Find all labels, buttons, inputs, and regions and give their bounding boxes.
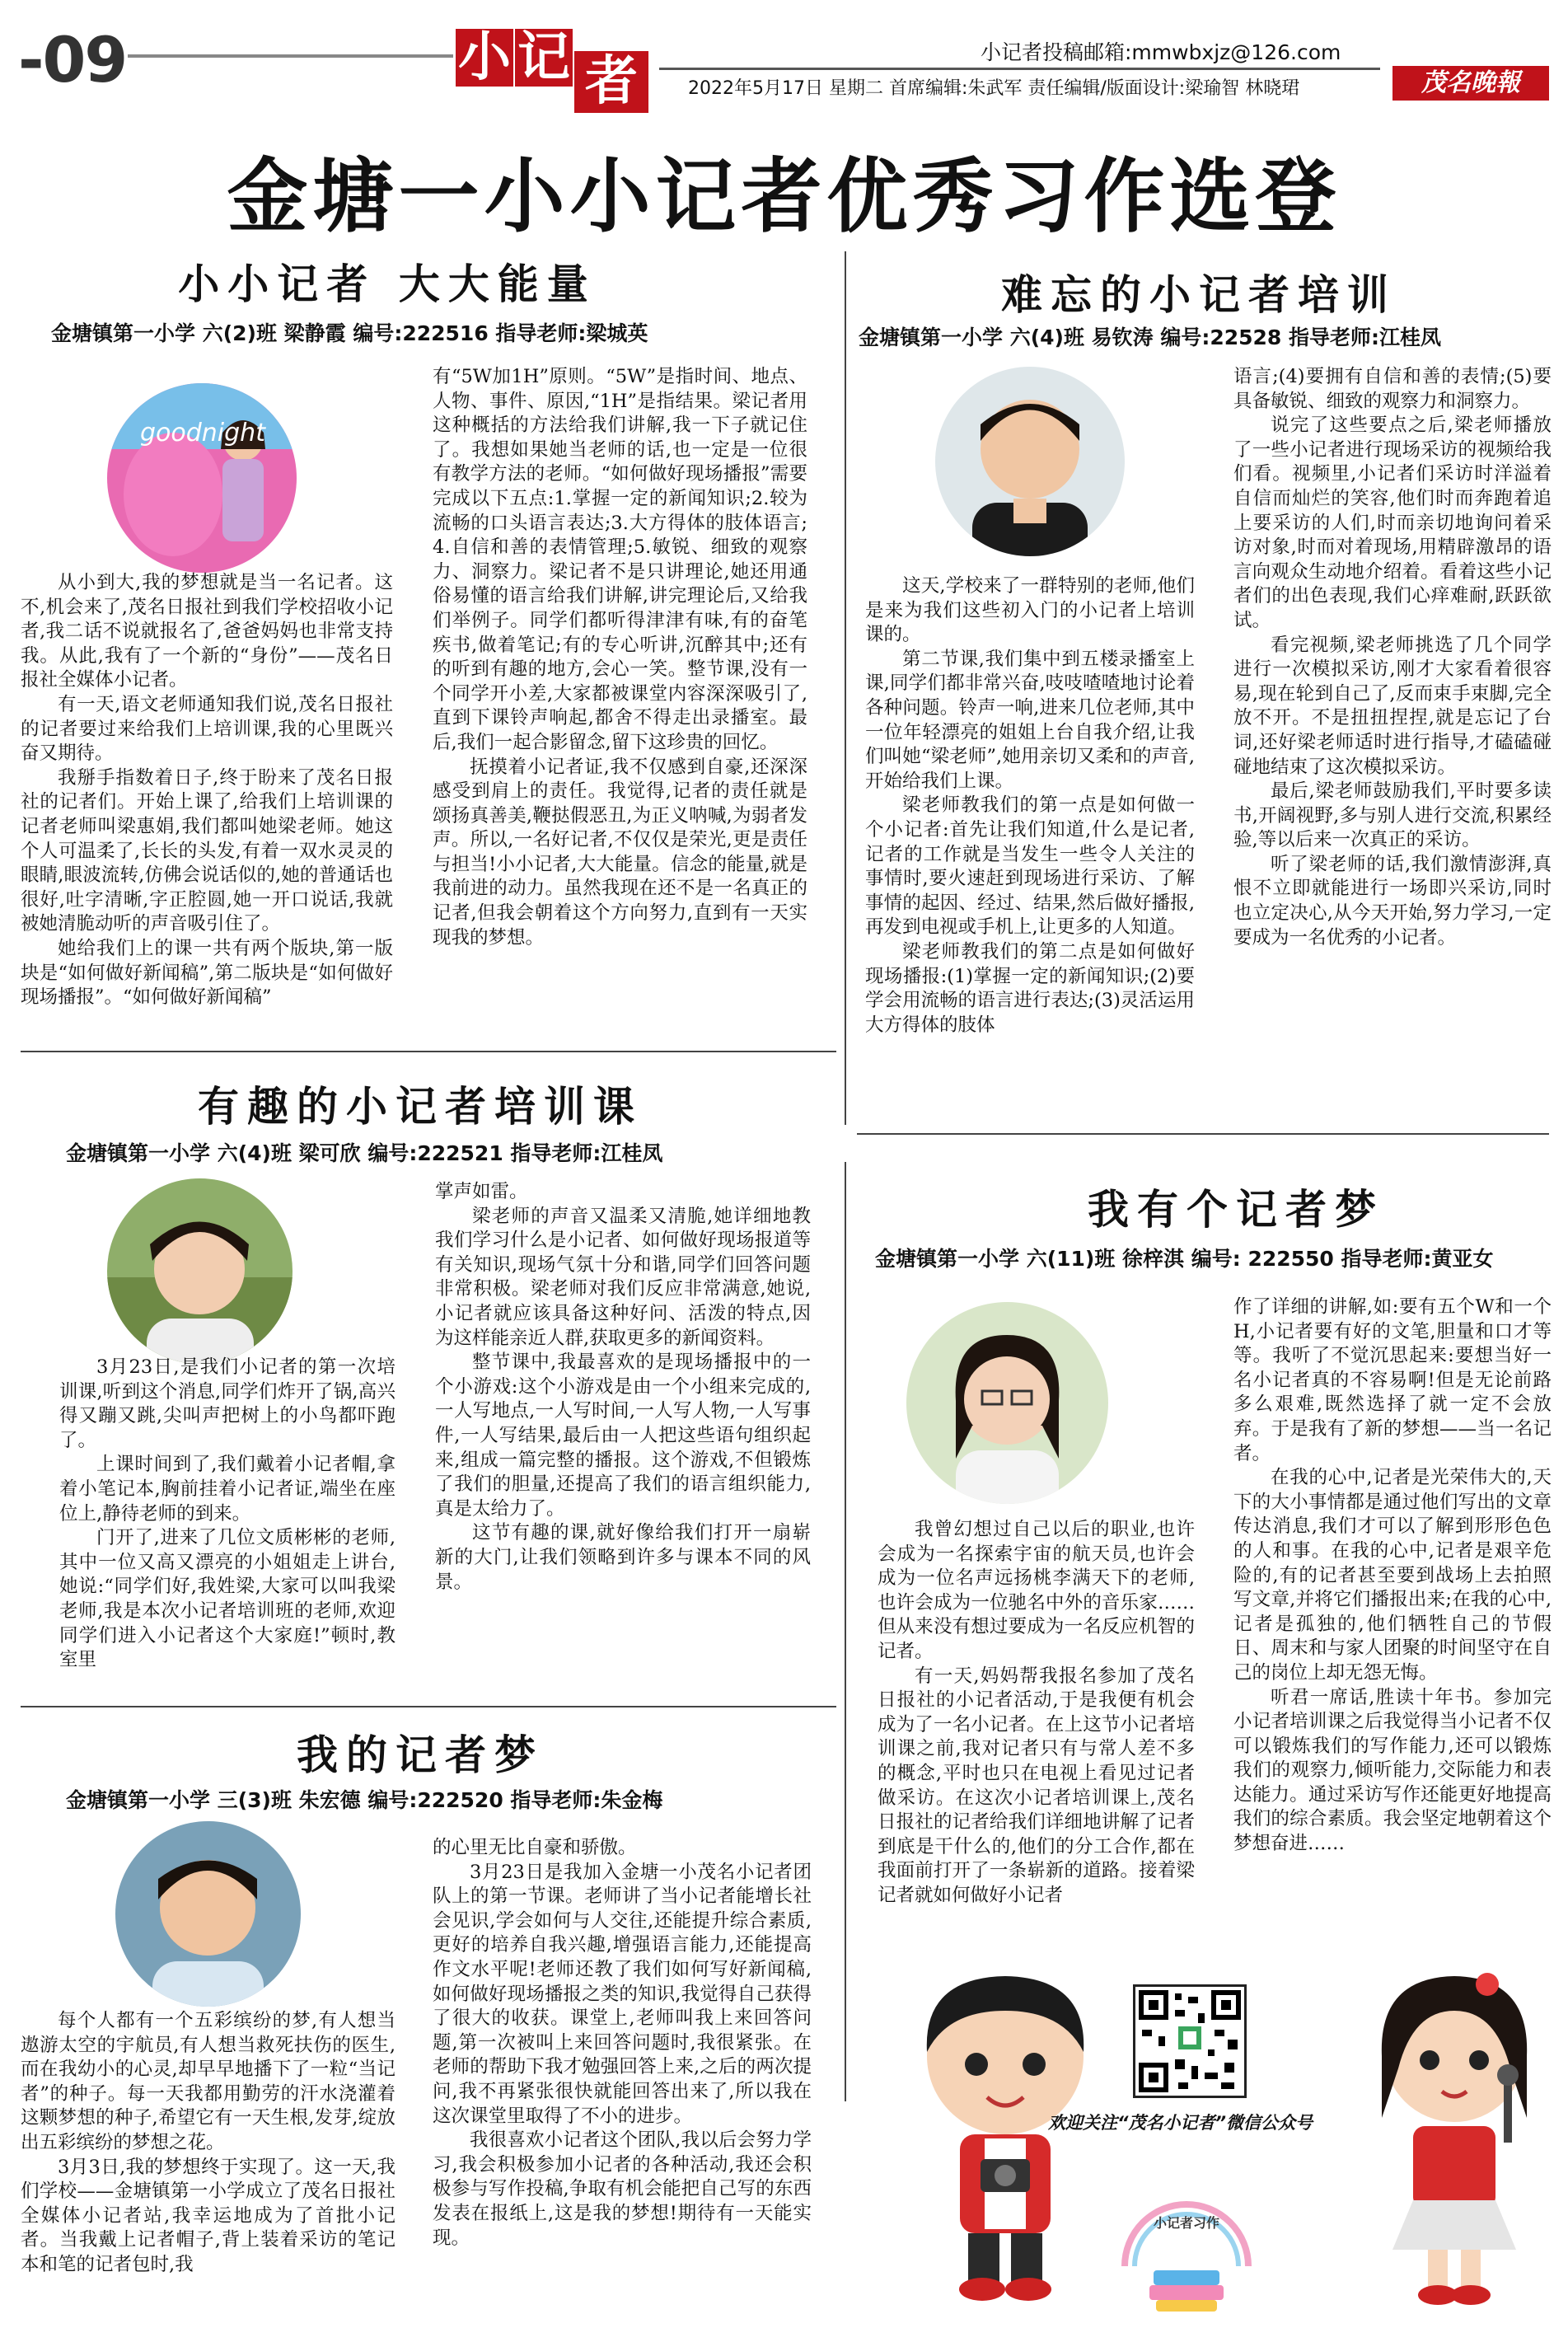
paragraph: 3月23日,是我们小记者的第一次培训课,听到这个消息,同学们炸开了锅,高兴得又蹦又跳,尖叫声把树上的小鸟都吓跑了。 — [59, 1356, 396, 1451]
article-body-col2 — [433, 365, 807, 950]
article-byline: 金塘镇第一小学 六(11)班 徐梓淇 编号: 222550 指导老师:黄亚女 — [875, 1247, 1494, 1271]
article-body-col1 — [59, 1356, 396, 1673]
student-photo — [107, 383, 297, 573]
article-body-col1 — [21, 2009, 396, 2278]
article-byline: 金塘镇第一小学 六(4)班 易钦涛 编号:22528 指导老师:江桂凤 — [859, 326, 1442, 349]
paragraph: 每个人都有一个五彩缤纷的梦,有人想当遨游太空的宇航员,有人想当救死扶伤的医生,而在我幼小的心灵,却早早地播下了一粒“当记者”的种子。每一天我都用勤劳的汗水浇灌着这颗梦想的种子,希望它有一天生根,发芽,绽放出五彩缤纷的梦想之花。 — [21, 2010, 396, 2153]
paragraph: 我掰手指数着日子,终于盼来了茂名日报社的记者们。开始上课了,给我们上培训课的记者老师叫梁惠娟,我们都叫她梁老师。她这个人可温柔了,长长的头发,有着一双水灵灵的眼睛,眼波流转,仿佛会说话似的,她的普通话也很好,吐字清晰,字正腔圆,她一开口说话,我就被她清脆动听的声音吸引住了。 — [21, 766, 393, 935]
article-byline: 金塘镇第一小学 六(2)班 梁静霞 编号:222516 指导老师:梁城英 — [51, 321, 648, 345]
paragraph: 有一天,妈妈帮我报名参加了茂名日报社的小记者活动,于是我便有机会成为了一名小记者。在上这节小记者培训课之前,我对记者只有与常人差不多的概念,平时也只在电视上看见过记者做采访。在这次小记者培训课上,茂名日报社的记者给我们详细地讲解了记者到底是干什么的,他们的分工合作,都在我面前打开了一条崭新的道路。接着梁记者就如何做好小记者 — [878, 1665, 1195, 1906]
dateline: 2022年5月17日 星期二 首席编辑:朱武军 责任编辑/版面设计:梁瑜智 林晓珺 — [688, 78, 1300, 99]
column-char-1: 小 — [456, 29, 513, 87]
article-body-col2 — [435, 1180, 811, 1595]
article-title: 有趣的小记者培训课 — [198, 1082, 643, 1131]
paragraph: 梁老师教我们的第二点是如何做好现场播报:(1)掌握一定的新闻知识;(2)要学会用流畅的语言进行表达;(3)灵活运用大方得体的肢体 — [865, 940, 1195, 1036]
header-rule-left — [128, 54, 453, 58]
paragraph: 3月3日,我的梦想终于实现了。这一天,我们学校——金塘镇第一小学成立了茂名日报社全媒体小记者站,我幸运地成为了首批小记者。当我戴上记者帽子,背上装着采访的笔记本和笔的记者包时,我 — [21, 2156, 396, 2275]
paragraph: 这天,学校来了一群特别的老师,他们是来为我们这些初入门的小记者上培训课的。 — [865, 575, 1195, 646]
paragraph: 语言;(4)要拥有自信和善的表情;(5)要具备敏锐、细致的观察力和洞察力。 — [1233, 366, 1552, 412]
paragraph: 整节课中,我最喜欢的是现场播报中的一个小游戏:这个小游戏是由一个小组来完成的,一人写地点,一人写时间,一人写人物,一人写事件,一人写结果,最后由一人把这些语句组织起来,组成一篇完整的播报。这个游戏,不但锻炼了我们的胆量,还提高了我们的语言组织能力,真是太给力了。 — [435, 1351, 811, 1520]
main-title: 金塘一小小记者优秀习作选登 — [227, 150, 1341, 244]
paper-logo: 茂名晚報 — [1392, 66, 1549, 101]
paragraph: 有一天,语文老师通知我们说,茂名日报社的记者要过来给我们上培训课,我的心里既兴奋又期待。 — [21, 693, 393, 765]
paragraph: 这节有趣的课,就好像给我们打开一扇崭新的大门,让我们领略到许多与课本不同的风景。 — [435, 1522, 811, 1593]
paragraph: 作了详细的讲解,如:要有五个W和一个H,小记者要有好的文笔,胆量和口才等等。我听了不觉沉思起来:要想当好一名小记者真的不容易啊!但是无论前路多么艰难,既然选择了就一定不会放弃。于是我有了新的梦想——当一名记者。 — [1233, 1296, 1552, 1464]
page-number: -09 — [18, 23, 127, 96]
student-photo — [107, 1178, 293, 1364]
paragraph: 3月23日是我加入金塘一小茂名小记者团队上的第一节课。老师讲了当小记者能增长社会见识,学会如何与人交往,还能提升综合素质,更好的培养自我兴趣,增强语言能力,还能提高作文水平呢!老师还教了我们如何写好新闻稿,如何做好现场播报之类的知识,我觉得自己获得了很大的收获。课堂上,老师叫我上来回答问题,第一次被叫上来回答问题时,我很紧张。在老师的帮助下我才勉强回答上来,之后的两次提问,我不再紧张很快就能回答出来了,所以我在这次课堂里取得了不小的进步。 — [433, 1861, 812, 2127]
student-photo — [935, 367, 1125, 556]
paragraph: 有“5W加1H”原则。“5W”是指时间、地点、人物、事件、原因,“1H”是指结果。梁记者用这种概括的方法给我们讲解,我一下子就记住了。我想如果她当老师的话,也一定是一位很有教学方法的老师。“如何做好现场播报”需要完成以下五点:1.掌握一定的新闻知识;2.较为流畅的口头语言表达;3.大方得体的肢体语言;4.自信和善的表情管理;5.敏锐、细致的观察力、洞察力。梁记者不是只讲理论,她还用通俗易懂的语言给我们讲解,讲完理论后,又给我们举例子。同学们都听得津津有味,有的奋笔疾书,做着笔记;有的专心听讲,沉醉其中;还有的听到有趣的地方,会心一笑。整节课,没有一个同学开小差,大家都被课堂内容深深吸引了,直到下课铃声响起,都舍不得走出录播室。最后,我们一起合影留念,留下这珍贵的回忆。 — [433, 366, 807, 753]
qr-code[interactable] — [1133, 1984, 1247, 2098]
student-photo — [115, 1821, 301, 2007]
header-rule-right — [659, 68, 1380, 70]
essay-badge — [1108, 2192, 1265, 2316]
article-title: 小小记者 大大能量 — [178, 260, 597, 308]
paragraph: 最后,梁老师鼓励我们,平时要多读书,开阔视野,多与别人进行交流,积累经验,等以后来一次真正的采访。 — [1233, 780, 1552, 851]
paragraph: 上课时间到了,我们戴着小记者帽,拿着小笔记本,胸前挂着小记者证,端坐在座位上,静待老师的到来。 — [59, 1454, 396, 1525]
paragraph: 门开了,进来了几位文质彬彬的老师,其中一位又高又漂亮的小姐姐走上讲台,她说:“同学们好,我姓梁,大家可以叫我梁老师,我是本次小记者培训班的老师,欢迎同学们进入小记者这个大家庭!”顿时,教室里 — [59, 1527, 396, 1671]
paragraph: 我很喜欢小记者这个团队,我以后会努力学习,我会积极参加小记者的各种活动,我还会积极参与写作投稿,争取有机会能把自己写的东西发表在报纸上,这是我的梦想!期待有一天能实现。 — [433, 2129, 812, 2249]
article-byline: 金塘镇第一小学 三(3)班 朱宏德 编号:222520 指导老师:朱金梅 — [66, 1788, 663, 1812]
student-photo — [906, 1302, 1108, 1504]
paragraph: 她给我们上的课一共有两个版块,第一版块是“如何做好新闻稿”,第二版块是“如何做好现场播报”。“如何做好新闻稿” — [21, 937, 393, 1009]
article-body-col1 — [878, 1518, 1195, 1909]
column-char-3: 者 — [574, 51, 648, 113]
paragraph: 第二节课,我们集中到五楼录播室上课,同学们都非常兴奋,吱吱喳喳地讨论着各种问题。铃声一响,进来几位老师,其中一位年轻漂亮的姐姐上台自我介绍,让我们叫她“梁老师”,她用亲切又柔和的声音,开始给我们上课。 — [865, 648, 1195, 792]
section-divider-1 — [21, 1051, 836, 1052]
boy-reporter-illustration — [890, 1961, 1121, 2316]
paragraph: 听君一席话,胜读十年书。参加完小记者培训课之后我觉得当小记者不仅可以锻炼我们的写作能力,还可以锻炼我们的观察力,倾听能力,交际能力和表达能力。通过采访写作还能更好地提高我们的综合素质。我会坚定地朝着这个梦想奋进…… — [1233, 1686, 1552, 1855]
article-body-col2 — [1233, 1295, 1552, 1857]
paragraph: 说完了这些要点之后,梁老师播放了一些小记者进行现场采访的视频给我们看。视频里,小记者们采访时洋溢着自信而灿烂的笑容,他们时而奔跑着追上要采访的人们,时而亲切地询问着采访对象,时而对着现场,用精辟激昂的语言向观众生动地介绍着。看着这些小记者们的出色表现,我们心痒难耐,跃跃欲试。 — [1233, 415, 1552, 631]
paragraph: 梁老师的声音又温柔又清脆,她详细地教我们学习什么是小记者、如何做好现场报道等有关知识,现场气氛十分和谐,同学们回答问题非常积极。梁老师对我们反应非常满意,她说,小记者就应该具备这种好问、活泼的特点,因为这样能亲近人群,获取更多的新闻资料。 — [435, 1205, 811, 1349]
paragraph: 从小到大,我的梦想就是当一名记者。这不,机会来了,茂名日报社到我们学校招收小记者,我二话不说就报名了,爸爸妈妈也非常支持我。从此,我有了一个新的“身份”——茂名日报社全媒体小记者。 — [21, 572, 393, 691]
svg-text:goodnight: goodnight — [140, 419, 265, 447]
wechat-follow-text: 欢迎关注“茂名小记者”微信公众号 — [1048, 2113, 1313, 2133]
paragraph: 的心里无比自豪和骄傲。 — [433, 1837, 637, 1858]
girl-reporter-illustration — [1355, 1953, 1553, 2316]
article-byline: 金塘镇第一小学 六(4)班 梁可欣 编号:222521 指导老师:江桂凤 — [66, 1141, 663, 1165]
article-body-col1 — [21, 571, 393, 1010]
column-divider-bottom — [845, 1162, 846, 2101]
paragraph: 掌声如雷。 — [435, 1181, 528, 1202]
article-title: 我有个记者梦 — [1088, 1185, 1384, 1234]
article-body-col1 — [865, 574, 1195, 1038]
paragraph: 梁老师教我们的第一点是如何做一个小记者:首先让我们知道,什么是记者,记者的工作就是当发生一些令人关注的事情时,要火速赶到现场进行采访、了解事情的起因、经过、结果,然后做好播报,再发到电视或手机上,让更多的人知道。 — [865, 794, 1195, 939]
submission-email: 小记者投稿邮箱:mmwbxjz@126.com — [981, 40, 1341, 64]
column-char-2: 记 — [515, 29, 573, 87]
article-title: 我的记者梦 — [297, 1731, 544, 1779]
paragraph: 抚摸着小记者证,我不仅感到自豪,还深深感受到肩上的责任。我觉得,记者的责任就是颂扬真善美,鞭挞假恶丑,为正义呐喊,为弱者发声。所以,一名好记者,不仅仅是荣光,更是责任与担当!小小记者,大大能量。信念的能量,就是我前进的动力。虽然我现在还不是一名真正的记者,但我会朝着这个方向努力,直到有一天实现我的梦想。 — [433, 756, 807, 949]
paragraph: 听了梁老师的话,我们激情澎湃,真恨不立即就能进行一场即兴采访,同时也立定决心,从今天开始,努力学习,一定要成为一名优秀的小记者。 — [1233, 853, 1552, 949]
badge-label: 小记者习作 — [1153, 2215, 1219, 2231]
column-divider-top — [845, 251, 846, 1125]
paragraph: 我曾幻想过自己以后的职业,也许会成为一名探索宇宙的航天员,也许会成为一位名声远扬桃李满天下的老师,也许会成为一位驰名中外的音乐家……但从来没有想过要成为一名反应机智的记者。 — [878, 1519, 1195, 1662]
article-title: 难忘的小记者培训 — [1001, 270, 1397, 319]
article-body-col2 — [433, 1836, 812, 2251]
section-divider-3 — [21, 1706, 836, 1707]
paragraph: 在我的心中,记者是光荣伟大的,天下的大小事情都是通过他们写出的文章传达消息,我们才可以了解到形形色色的人和事。在我的心中,记者是艰辛危险的,有的记者甚至要到战场上去拍照写文章,并将它们播报出来;在我的心中,记者是孤独的,他们牺牲自己的节假日、周末和与家人团聚的时间坚守在自己的岗位上却无怨无悔。 — [1233, 1467, 1552, 1684]
section-divider-2 — [857, 1133, 1549, 1135]
article-body-col2 — [1233, 365, 1552, 950]
paragraph: 看完视频,梁老师挑选了几个同学进行一次模拟采访,刚才大家看着很容易,现在轮到自己了,反而束手束脚,完全放不开。不是扭扭捏捏,就是忘记了台词,还好梁老师适时进行指导,才磕磕碰碰地结束了这次模拟采访。 — [1233, 634, 1552, 778]
